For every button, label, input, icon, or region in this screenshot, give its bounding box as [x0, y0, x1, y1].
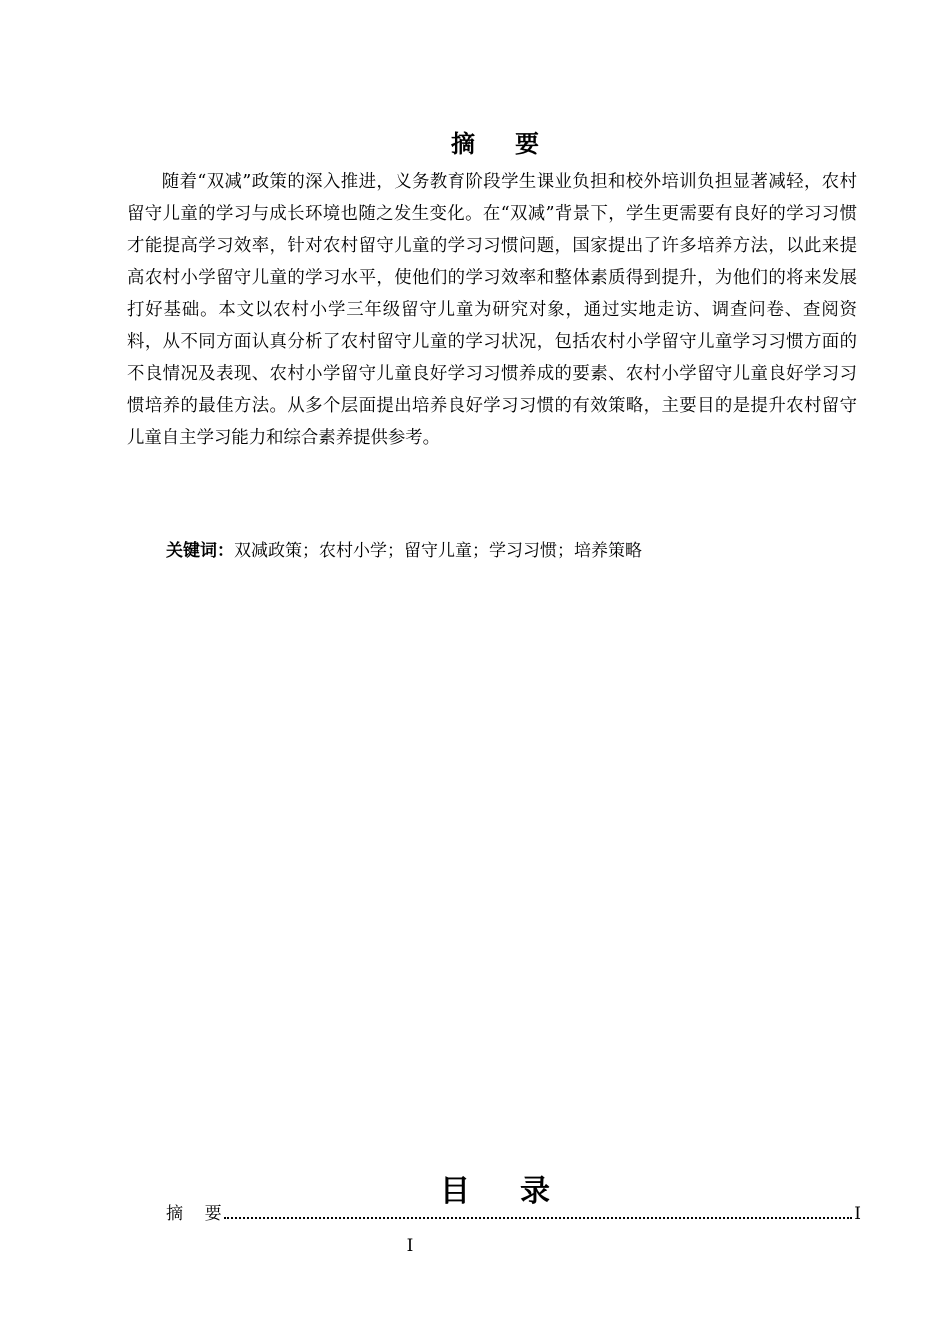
- toc-title-char-2: 录: [520, 1174, 550, 1209]
- abstract-title-char-1: 摘: [451, 130, 475, 158]
- abstract-body: 随着“双减”政策的深入推进，义务教育阶段学生课业负担和校外培训负担显著减轻，农村留守儿童的学习与成长环境也随之发生变化。在“双减”背景下，学生更需要有良好的学习习惯才能提高学习效率，针对农村留守儿童的学习习惯问题，国家提出了许多培养方法，以此来提高农村小学留守儿童的学习水平，使他们的学习效率和整体素质得到提升，为他们的将来发展打好基础。本文以农村小学三年级留守儿童为研究对象，通过实地走访、调查问卷、查阅资料，从不同方面认真分析了农村留守儿童的学习状况，包括农村小学留守儿童学习习惯方面的不良情况及表现、农村小学留守儿童良好学习习惯养成的要素、农村小学留守儿童良好学习习惯培养的最佳方法。从多个层面提出培养良好学习习惯的有效策略，主要目的是提升农村留守儿童自主学习能力和综合素养提供参考。: [127, 172, 857, 448]
- keywords-value: 双减政策；农村小学；留守儿童；学习习惯；培养策略: [234, 541, 642, 561]
- toc-dot-leader: [224, 1216, 853, 1219]
- abstract-title-char-2: 要: [515, 130, 539, 158]
- toc-title-char-1: 目: [440, 1174, 470, 1209]
- toc-entry-page: I: [854, 1204, 861, 1224]
- toc-entry-abstract[interactable]: [166, 1201, 861, 1227]
- page-number: I: [406, 1236, 414, 1256]
- keywords-label: 关键词：: [166, 541, 234, 561]
- abstract-title: [0, 124, 950, 159]
- keywords-line: [166, 536, 866, 566]
- toc-entry-label: 摘 要: [166, 1204, 222, 1224]
